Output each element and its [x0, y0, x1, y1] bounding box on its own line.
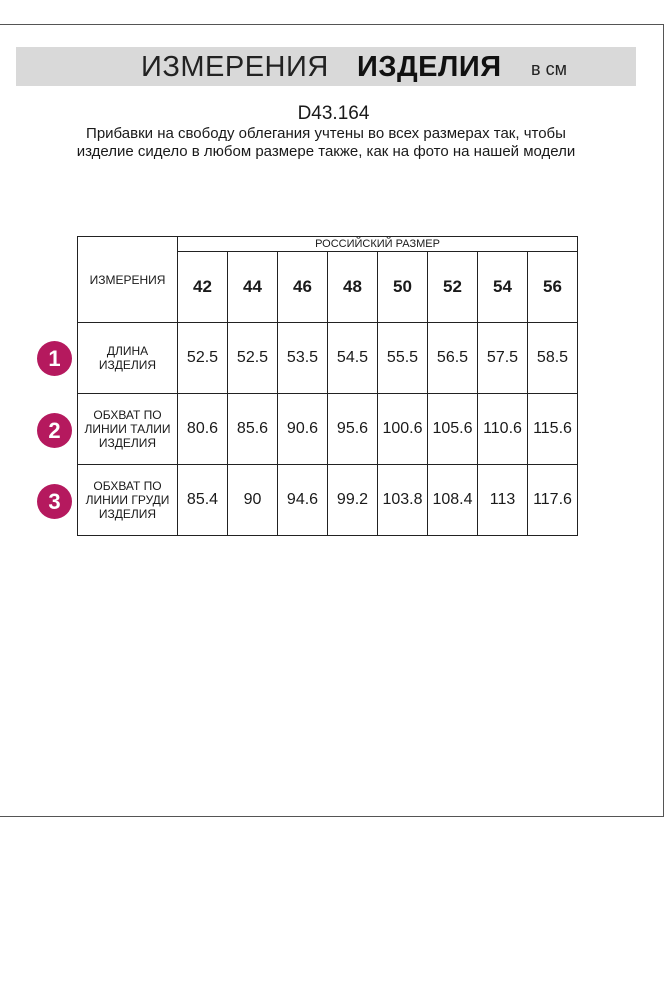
value-cell: 113: [478, 465, 528, 536]
value-cell: 100.6: [378, 394, 428, 465]
size-header: 46: [278, 252, 328, 323]
value-cell: 103.8: [378, 465, 428, 536]
size-header: 54: [478, 252, 528, 323]
row-label-line: ЛИНИИ ГРУДИ: [85, 493, 170, 507]
value-cell: 90: [228, 465, 278, 536]
size-header: 48: [328, 252, 378, 323]
value-cell: 52.5: [228, 323, 278, 394]
value-cell: 117.6: [528, 465, 578, 536]
value-cell: 90.6: [278, 394, 328, 465]
value-cell: 94.6: [278, 465, 328, 536]
row-number-badge: 3: [37, 484, 72, 519]
size-header: 42: [178, 252, 228, 323]
row-label-line: ИЗДЕЛИЯ: [98, 436, 157, 450]
row-label-line: ОБХВАТ ПО: [93, 479, 162, 493]
corner-label: ИЗМЕРЕНИЯ: [78, 237, 178, 323]
row-number-badge: 2: [37, 413, 72, 448]
row-label: [78, 323, 178, 394]
row-number-badge: 1: [37, 341, 72, 376]
row-label-line: ОБХВАТ ПО: [93, 408, 162, 422]
size-header: 52: [428, 252, 478, 323]
value-cell: 95.6: [328, 394, 378, 465]
row-label: [78, 465, 178, 536]
size-header: 44: [228, 252, 278, 323]
title-unit: в см: [531, 59, 567, 79]
size-header: 56: [528, 252, 578, 323]
value-cell: 115.6: [528, 394, 578, 465]
value-cell: 52.5: [178, 323, 228, 394]
size-group-label: РОССИЙСКИЙ РАЗМЕР: [178, 237, 578, 252]
table-row: [78, 394, 578, 465]
row-label: [78, 394, 178, 465]
value-cell: 57.5: [478, 323, 528, 394]
value-cell: 58.5: [528, 323, 578, 394]
row-label-line: ДЛИНА: [106, 344, 149, 358]
table-row: [78, 323, 578, 394]
value-cell: 56.5: [428, 323, 478, 394]
value-cell: 99.2: [328, 465, 378, 536]
value-cell: 55.5: [378, 323, 428, 394]
value-cell: 85.4: [178, 465, 228, 536]
size-table: [77, 236, 578, 536]
row-label-line: ИЗДЕЛИЯ: [98, 358, 157, 372]
row-label-line: ЛИНИИ ТАЛИИ: [84, 422, 171, 436]
table-row: [78, 465, 578, 536]
fit-note: Прибавки на свободу облегания учтены во всех размерах так, чтобы изделие сидело в любом размере также, как на фото на нашей модели: [76, 125, 576, 160]
value-cell: 108.4: [428, 465, 478, 536]
title-measurements: ИЗМЕРЕНИЯ: [141, 51, 329, 83]
value-cell: 105.6: [428, 394, 478, 465]
value-cell: 110.6: [478, 394, 528, 465]
product-code: D43.164: [297, 103, 370, 124]
value-cell: 85.6: [228, 394, 278, 465]
title-product: ИЗДЕЛИЯ: [357, 51, 502, 83]
value-cell: 54.5: [328, 323, 378, 394]
size-header: 50: [378, 252, 428, 323]
value-cell: 80.6: [178, 394, 228, 465]
value-cell: 53.5: [278, 323, 328, 394]
row-label-line: ИЗДЕЛИЯ: [98, 507, 157, 521]
